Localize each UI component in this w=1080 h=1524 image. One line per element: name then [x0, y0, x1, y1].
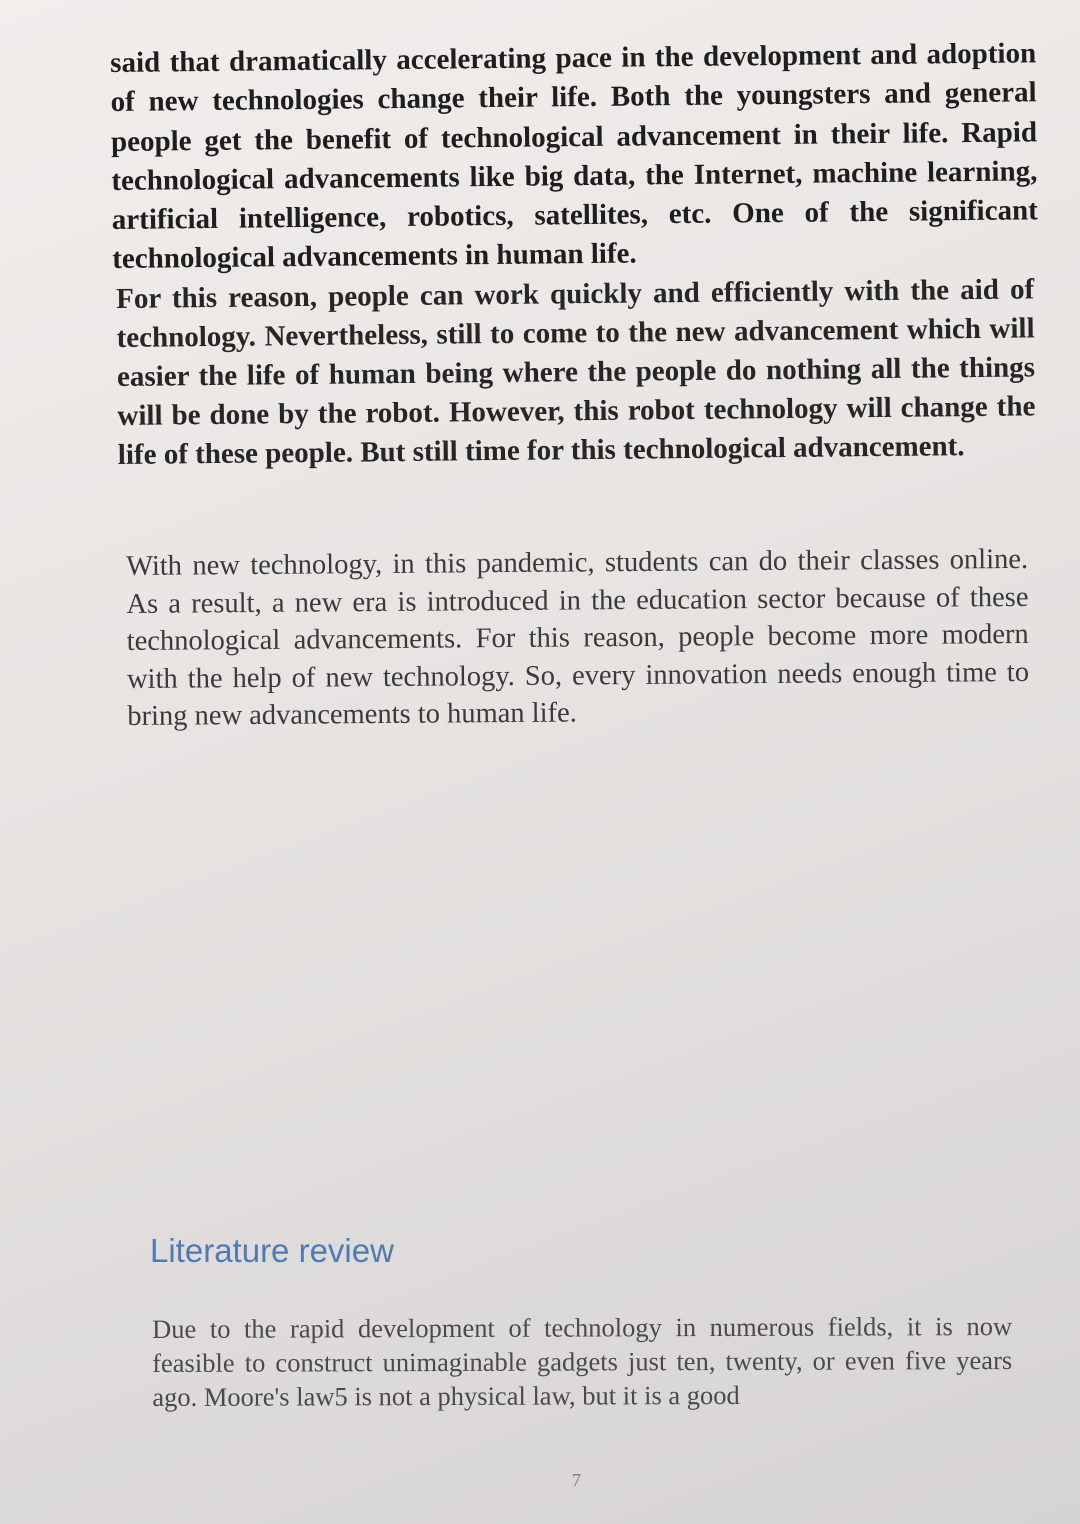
section-heading-literature-review: Literature review — [150, 1232, 394, 1269]
page-number: 7 — [572, 1470, 581, 1490]
body-paragraph-2: For this reason, people can work quickly and efficiently with the aid of technology. Nevertheless, still to come to the new advancement which will easier the life of human being where the people do nothing all the things will be done by the robot. However, this robot technology will change the life of these people. But still time for this technological advancement. — [116, 273, 1036, 471]
body-paragraph-3: With new technology, in this pandemic, students can do their classes online. As a result, a new era is introduced in the education sector because of these technological advancements. For this reason, people become more modern with the help of new technology. So, every innovation needs enough time to bring new advancements to human life. — [126, 543, 1030, 733]
body-paragraph-1: said that dramatically accelerating pace in the development and adoption of new technologies change their life. Both the youngsters and general people get the benefit of technological advancement in their life. Rapid technological advancements like big data, the Internet, machine learning, artificial intelligence, robotics, satellites, etc. One of the significant technological advancements in human life. — [110, 37, 1038, 276]
body-paragraph-4: Due to the rapid development of technology in numerous fields, it is now feasible to construct unimaginable gadgets just ten, twenty, or even five years ago. Moore's law5 is not a physical law, but it is a good — [152, 1310, 1013, 1412]
